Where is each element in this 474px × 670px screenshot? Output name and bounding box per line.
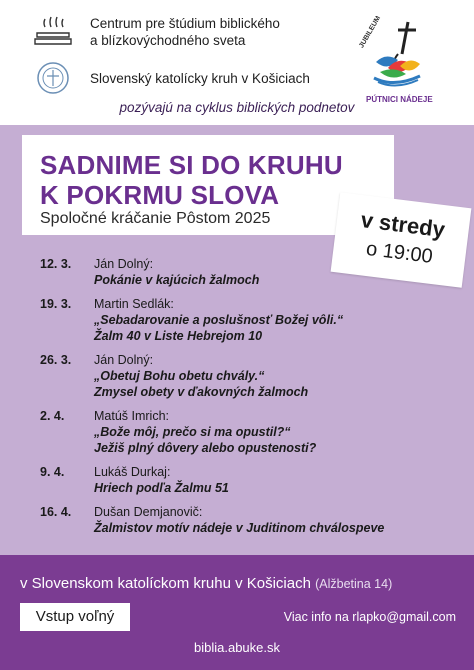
- entry-date: 26. 3.: [40, 353, 72, 367]
- entry-topic: Hriech podľa Žalmu 51: [94, 481, 229, 495]
- entry-topic: Pokánie v kajúcich žalmoch: [94, 273, 260, 287]
- contact-info[interactable]: Viac info na rlapko@gmail.com: [283, 610, 456, 624]
- jubilee-logo-icon: [358, 16, 444, 110]
- seal-logo-icon: [30, 60, 76, 96]
- schedule-time-box: [331, 192, 472, 287]
- entry-date: 16. 4.: [40, 505, 72, 519]
- entry-speaker: Matúš Imrich:: [94, 409, 170, 423]
- org2-name: Slovenský katolícky kruh v Košiciach: [90, 70, 310, 86]
- entry-topic: „Obetuj Bohu obetu chvály.“: [94, 369, 265, 383]
- entry-topic-line2: Zmysel obety v ďakovných žalmoch: [94, 385, 309, 399]
- entry-date: 19. 3.: [40, 297, 72, 311]
- title-line2: K POKRMU SLOVA: [40, 180, 280, 210]
- entry-speaker: Ján Dolný:: [94, 257, 154, 271]
- jubilee-bottom-text: PÚTNICI NÁDEJE: [366, 95, 433, 104]
- website-link[interactable]: biblia.abuke.sk: [194, 640, 280, 655]
- org1-line1: Centrum pre štúdium biblického: [90, 16, 280, 31]
- entry-speaker: Martin Sedlák:: [94, 297, 174, 311]
- free-entry-badge: Vstup voľný: [20, 603, 130, 631]
- entry-topic: „Sebadarovanie a poslušnosť Božej vôli.“: [94, 313, 344, 327]
- entry-date: 2. 4.: [40, 409, 65, 423]
- jubilee-arc-text: JUBILEUM 2025: [358, 16, 391, 50]
- subtitle: Spoločné kráčanie Pôstom 2025: [40, 210, 271, 227]
- venue: [20, 575, 392, 592]
- venue-address: (Alžbetina 14): [315, 577, 393, 591]
- entry-topic: „Bože môj, prečo si ma opustil?“: [94, 425, 291, 439]
- entry-topic-line2: Ježiš plný dôvery alebo opustenosti?: [94, 441, 317, 455]
- entry-date: 9. 4.: [40, 465, 65, 479]
- jubilee-logo: [358, 16, 444, 110]
- entry-speaker: Lukáš Durkaj:: [94, 465, 171, 479]
- org1-line2: a blízkovýchodného sveta: [90, 33, 246, 48]
- main-title: [40, 150, 343, 210]
- time-label: o 19:00: [364, 237, 434, 268]
- day-label: v stredy: [359, 207, 447, 243]
- entry-topic-line2: Žalm 40 v Liste Hebrejom 10: [94, 329, 263, 343]
- org-row-center: [30, 14, 280, 50]
- org-row-kruh: [30, 60, 310, 96]
- invite-line: pozývajú na cyklus biblických podnetov: [119, 100, 355, 115]
- lamp-logo-icon: [30, 14, 76, 50]
- entry-speaker: Dušan Demjanovič:: [94, 505, 203, 519]
- entry-speaker: Ján Dolný:: [94, 353, 154, 367]
- entry-topic: Žalmistov motív nádeje v Juditinom chválospeve: [94, 521, 385, 535]
- entry-date: 12. 3.: [40, 257, 72, 271]
- venue-name: v Slovenskom katolíckom kruhu v Košiciach: [20, 575, 311, 592]
- org1-name: [90, 15, 280, 49]
- title-line1: SADNIME SI DO KRUHU: [40, 150, 343, 180]
